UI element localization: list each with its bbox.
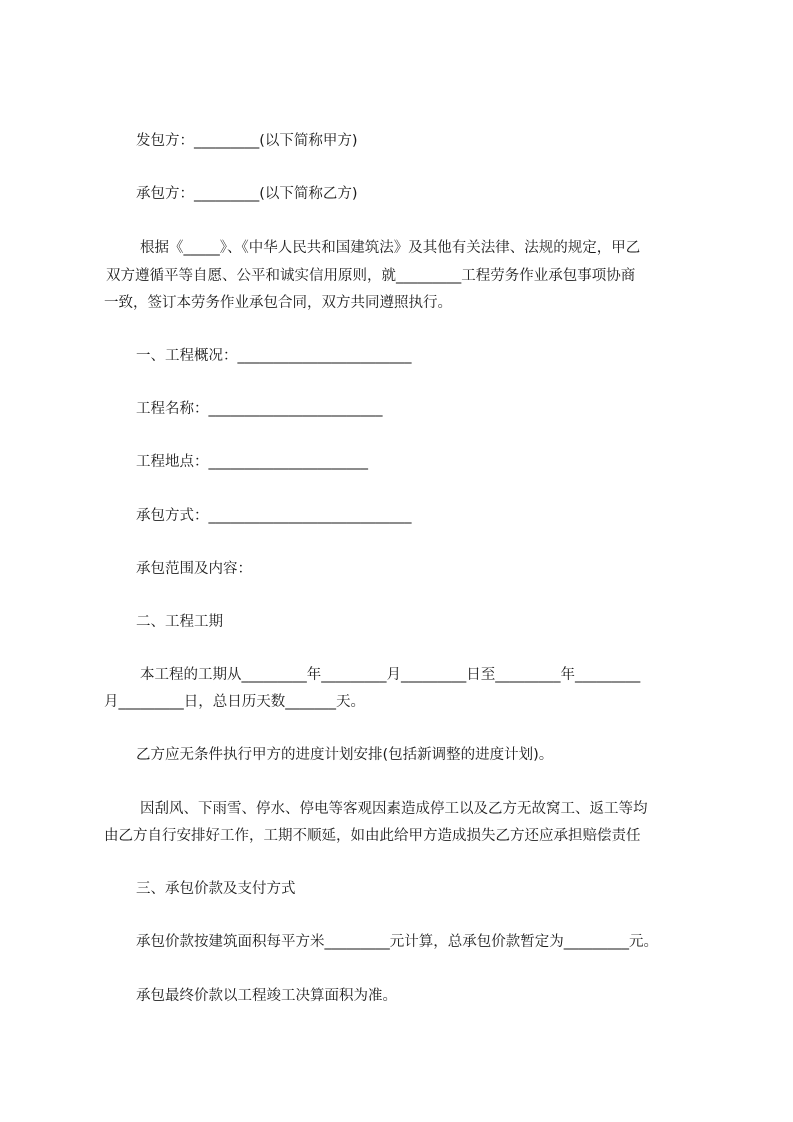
contract-scope-field: 承包范围及内容： — [136, 561, 252, 577]
contract-method-field: 承包方式：____________________________ — [136, 508, 412, 524]
project-name-field: 工程名称：________________________ — [136, 401, 383, 417]
price-clause: 承包价款按建筑面积每平方米_________元计算，总承包价款暂定为_________元。 — [136, 934, 658, 950]
section-1-heading: 一、工程概况：________________________ — [136, 348, 412, 364]
section-2-heading: 二、工程工期 — [136, 614, 223, 630]
preamble-line-3: 一致，签订本劳务作业承包合同，双方共同遵照执行。 — [104, 295, 452, 311]
delay-clause-line-2: 由乙方自行安排好工作，工期不顺延，如由此给甲方造成损失乙方还应承担赔偿责任 — [104, 828, 641, 844]
preamble-line-2: 双方遵循平等自愿、公平和诚实信用原则，就_________工程劳务作业承包事项协商 — [106, 268, 636, 284]
final-price-clause: 承包最终价款以工程竣工决算面积为准。 — [136, 988, 397, 1004]
schedule-line-1: 本工程的工期从_________年_________月_________日至_________年_________ — [140, 667, 641, 683]
employer-line: 发包方：_________(以下简称甲方) — [136, 133, 358, 149]
schedule-line-2: 月_________日，总日历天数_______天。 — [104, 694, 365, 710]
delay-clause-line-1: 因刮风、下雨雪、停水、停电等客观因素造成停工以及乙方无故窝工、返工等均 — [140, 801, 648, 817]
contractor-line: 承包方：_________(以下简称乙方) — [136, 186, 358, 202]
progress-plan-clause: 乙方应无条件执行甲方的进度计划安排(包括新调整的进度计划)。 — [136, 747, 554, 763]
section-3-heading: 三、承包价款及支付方式 — [136, 881, 296, 897]
project-location-field: 工程地点：______________________ — [136, 454, 368, 470]
preamble-line-1: 根据《_____》、《中华人民共和国建筑法》及其他有关法律、法规的规定，甲乙 — [140, 240, 641, 256]
